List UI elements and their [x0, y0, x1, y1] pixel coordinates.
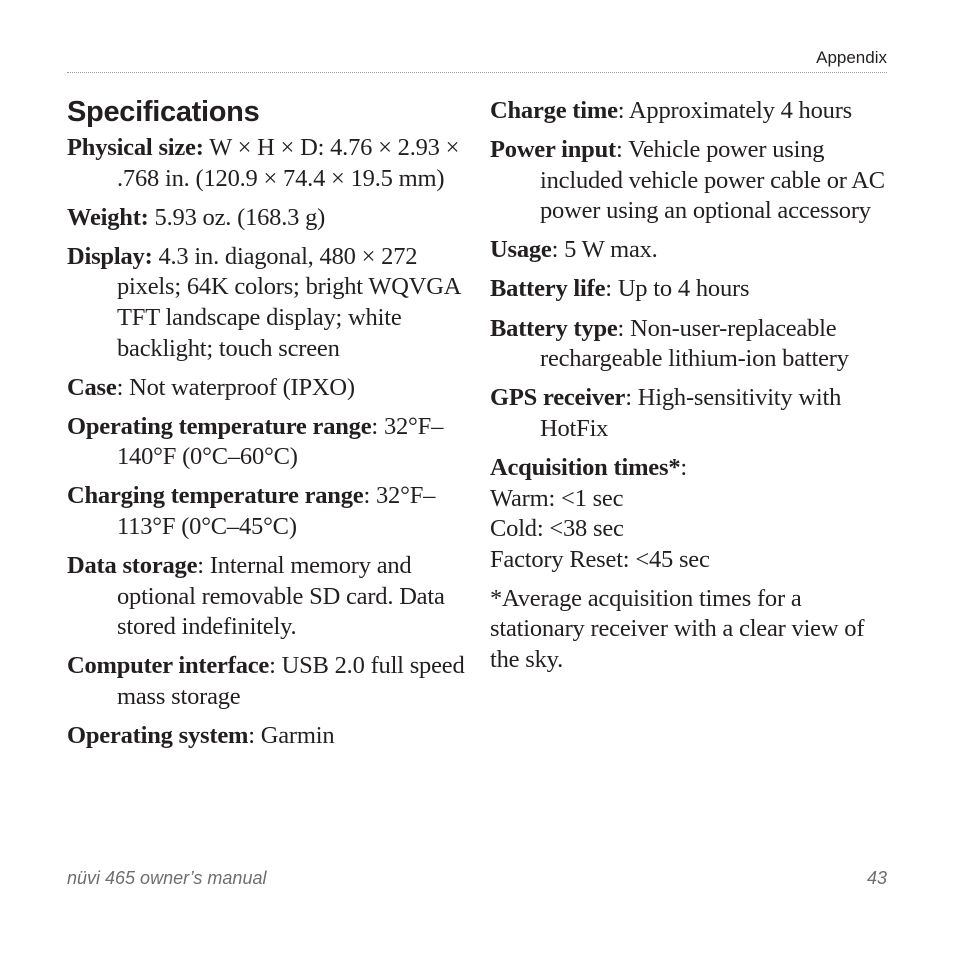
footnote: *Average acquisition times for a stationary receiver with a clear view of the sky. — [490, 584, 865, 673]
spec-data-storage — [67, 551, 467, 643]
spec-value: 5 W max. — [558, 236, 658, 264]
spec-value: 32°F–140°F (0°C–60°C) — [117, 412, 444, 471]
spec-acquisition-times — [490, 453, 890, 575]
header-section-label: Appendix — [816, 48, 887, 67]
spec-value: Not waterproof (IPXO) — [123, 373, 355, 401]
footer-manual-title: nüvi 465 owner’s manual — [67, 868, 267, 888]
spec-value: Vehicle power using included vehicle power cable or AC power using an optional accessory — [540, 136, 885, 225]
spec-term: Case — [67, 373, 117, 401]
spec-gps-receiver — [490, 383, 890, 444]
spec-value: 32°F–113°F (0°C–45°C) — [117, 482, 436, 541]
spec-separator: : — [116, 373, 124, 401]
left-column — [67, 94, 467, 760]
spec-computer-interface — [67, 651, 467, 712]
spec-power-input — [490, 135, 890, 227]
spec-charge-time — [490, 96, 890, 127]
spec-term: Weight: — [67, 203, 149, 231]
spec-usage — [490, 235, 890, 266]
spec-separator: : — [248, 722, 255, 750]
spec-operating-temperature — [67, 412, 467, 473]
spec-term: Battery life — [490, 275, 606, 303]
spec-term: Battery type — [490, 314, 618, 342]
spec-term: Charge time — [490, 97, 618, 124]
spec-separator: : — [625, 384, 632, 412]
spec-weight — [67, 203, 467, 234]
spec-term: Data storage — [67, 552, 198, 580]
spec-term: Power input — [490, 136, 616, 164]
spec-separator: : — [605, 275, 612, 303]
spec-value: Approximately 4 hours — [624, 97, 853, 124]
spec-separator: : — [197, 552, 204, 580]
spec-display — [67, 242, 467, 364]
spec-term: Operating system — [67, 722, 249, 750]
spec-value: Garmin — [254, 722, 335, 750]
spec-term: Computer interface — [67, 652, 270, 680]
spec-term: Charging temperature range — [67, 482, 364, 510]
acquisition-factory-reset: Factory Reset: <45 sec — [490, 545, 710, 573]
spec-separator: : — [269, 652, 276, 680]
spec-case — [67, 373, 467, 404]
spec-term: Usage — [490, 236, 552, 264]
acquisition-cold: Cold: <38 sec — [490, 515, 624, 543]
spec-battery-life — [490, 274, 890, 305]
spec-separator: : — [615, 136, 623, 164]
spec-term: Operating temperature range — [67, 412, 372, 440]
spec-separator: : — [680, 453, 687, 481]
acquisition-warm: Warm: <1 sec — [490, 484, 624, 512]
right-column — [490, 96, 890, 676]
spec-term: Acquisition times* — [490, 453, 681, 481]
spec-value: 5.93 oz. (168.3 g) — [148, 203, 326, 231]
spec-term: Display: — [67, 242, 153, 270]
spec-value: 4.3 in. diagonal, 480 × 272 pixels; 64K colors; bright WQVGA TFT landscape display; white backlight; touch screen — [117, 242, 460, 362]
spec-separator: : — [617, 314, 625, 342]
spec-value: Up to 4 hours — [611, 275, 750, 303]
spec-charging-temperature — [67, 481, 467, 542]
spec-battery-type — [490, 314, 890, 375]
spec-operating-system — [67, 721, 467, 752]
spec-term: GPS receiver — [490, 384, 626, 412]
spec-value: Non-user-replaceable rechargeable lithium-ion battery — [540, 314, 849, 373]
header-divider — [67, 72, 887, 73]
spec-separator: : — [617, 97, 625, 124]
spec-value: Internal memory and optional removable SD card. Data stored indefinitely. — [117, 552, 445, 641]
spec-separator: : — [363, 482, 371, 510]
spec-value: High-sensitivity with HotFix — [540, 384, 842, 442]
footer-page-number: 43 — [866, 868, 887, 888]
page-title: Specifications — [67, 96, 260, 128]
spec-value: W × H × D: 4.76 × 2.93 × .768 in. (120.9 × 74.4 × 19.5 mm) — [117, 134, 460, 192]
spec-separator: : — [551, 236, 559, 264]
spec-value: USB 2.0 full speed mass storage — [117, 652, 465, 710]
spec-physical-size — [67, 133, 467, 194]
spec-separator: : — [371, 412, 379, 440]
spec-term: Physical size: — [67, 134, 204, 161]
